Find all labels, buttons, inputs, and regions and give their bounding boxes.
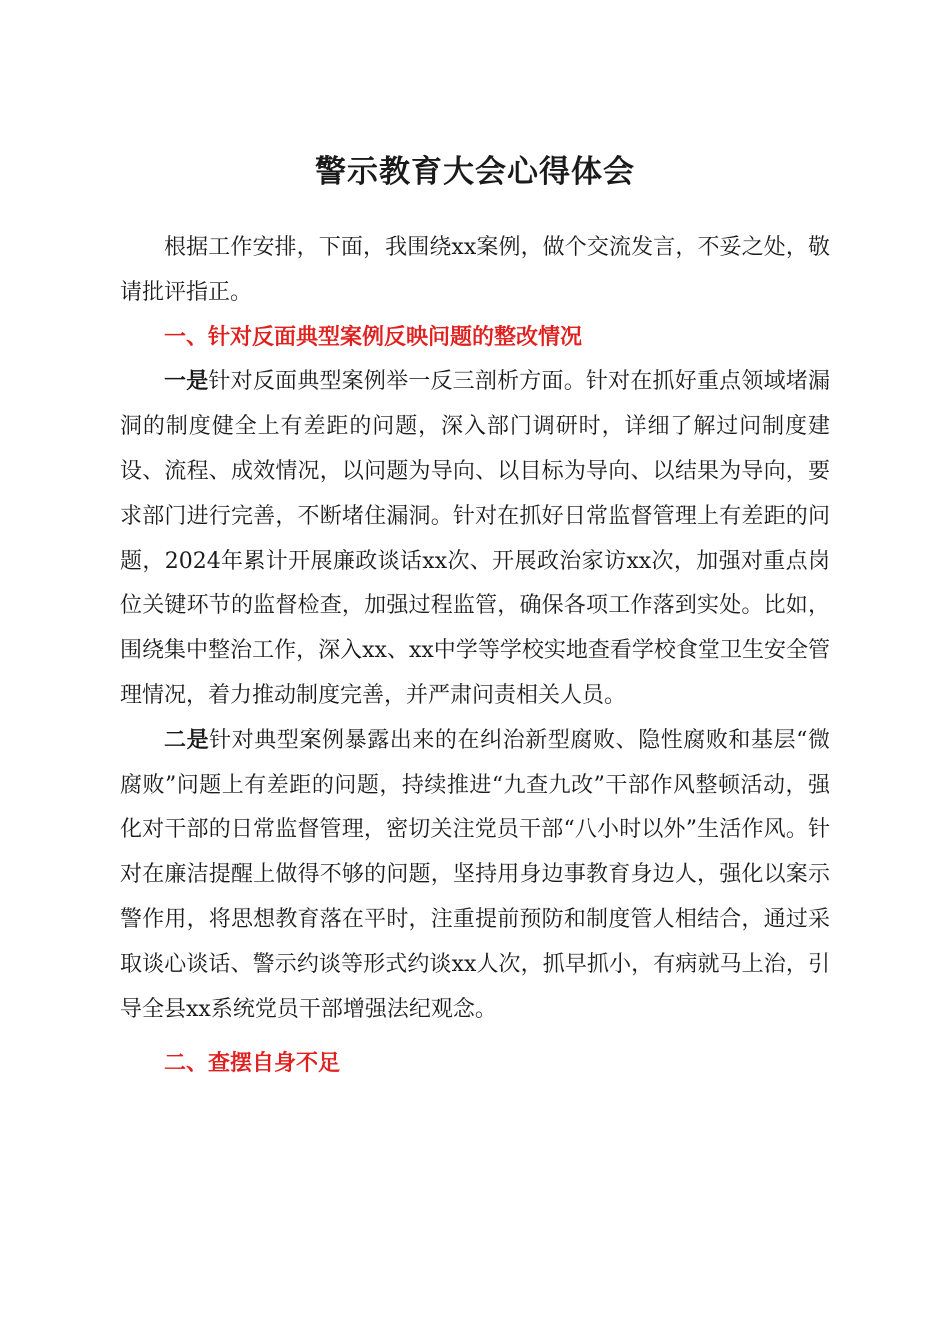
document-title: 警示教育大会心得体会 [315, 154, 635, 190]
paragraph-item-2 [120, 719, 830, 1033]
document-page [120, 150, 830, 1087]
item-text-1: 针对反面典型案例举一反三剖析方面。针对在抓好重点领域堵漏洞的制度健全上有差距的问题，深入部门调研时，详细了解过问制度建设、流程、成效情况，以问题为导向、以目标为导向、以结果为导向，要求部门进行完善，不断堵住漏洞。针对在抓好日常监督管理上有差距的问题，2024年累计开展廉政谈话xx次、开展政治家访xx次，加强对重点岗位关键环节的监督检查，加强过程监管，确保各项工作落到实处。比如，围绕集中整治工作，深入xx、xx中学等学校实地查看学校食堂卫生安全管理情况，着力推动制度完善，并严肃问责相关人员。 [120, 369, 830, 708]
paragraph-item-1 [120, 360, 830, 718]
section-heading-1: 一、针对反面典型案例反映问题的整改情况 [164, 324, 583, 350]
intro-paragraph: 根据工作安排，下面，我围绕xx案例，做个交流发言，不妥之处，敬请批评指正。 [120, 235, 830, 305]
section-heading-2: 二、查摆自身不足 [164, 1051, 341, 1077]
item-lead-2: 二是 [164, 727, 210, 753]
item-text-2: 针对典型案例暴露出来的在纠治新型腐败、隐性腐败和基层“微腐败”问题上有差距的问题，持续推进“九查九改”干部作风整顿活动，强化对干部的日常监督管理，密切关注党员干部“八小时以外”生活作风。针对在廉洁提醒上做得不够的问题，坚持用身边事教育身边人，强化以案示警作用，将思想教育落在平时，注重提前预防和制度管人相结合，通过采取谈心谈话、警示约谈等形式约谈xx人次，抓早抓小，有病就马上治，引导全县xx系统党员干部增强法纪观念。 [120, 727, 830, 1022]
item-lead-1: 一是 [164, 369, 209, 395]
